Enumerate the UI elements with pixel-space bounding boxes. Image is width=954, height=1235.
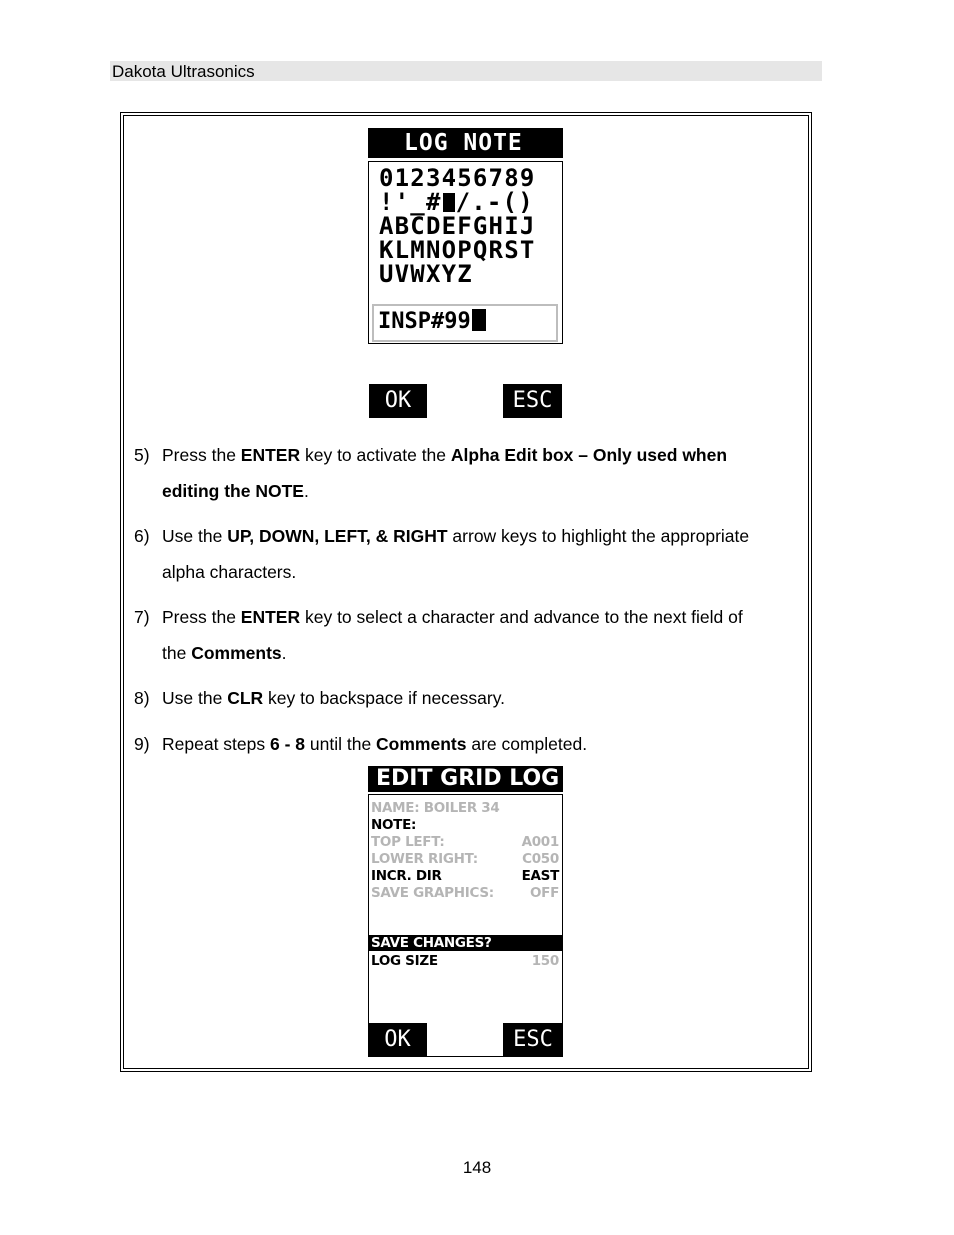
grid-row-label: NAME: BOILER 34 [371, 800, 500, 816]
note-edit-field[interactable] [372, 304, 558, 342]
grid-row-label: TOP LEFT: [371, 834, 445, 850]
edit-grid-screen [368, 794, 563, 1057]
step-text-part: Press the [162, 445, 241, 465]
note-value: INSP#99 [378, 309, 471, 334]
text-cursor [472, 309, 486, 331]
step-8 [134, 680, 814, 716]
step-text-part: Use the [162, 526, 228, 546]
step-emphasis: Comments [376, 734, 467, 754]
header-title: Dakota Ultrasonics [112, 62, 255, 81]
char-row-k-t[interactable]: KLMNOPQRST [379, 236, 536, 264]
step-text [162, 518, 802, 590]
step-text-part: are completed. [466, 734, 588, 754]
grid-row-value: EAST [521, 868, 559, 884]
step-text-part: key to activate the [300, 445, 451, 465]
step-text-part: key to backspace if necessary. [263, 688, 506, 708]
step-text-part: alpha characters. [162, 562, 297, 582]
edit-grid-title-bar [368, 766, 563, 792]
edit-grid-title: EDIT GRID LOG [376, 766, 560, 791]
page-header [110, 61, 822, 81]
step-number: 7) [134, 607, 150, 627]
selected-char-highlight [443, 193, 455, 212]
step-number: 6) [134, 526, 150, 546]
step-text [162, 437, 802, 509]
step-text-part: arrow keys to highlight the appropriate [447, 526, 750, 546]
step-text-part: . [281, 643, 287, 663]
char-row-u-z[interactable]: UVWXYZ [379, 260, 473, 288]
step-text [162, 599, 802, 671]
grid-row-label: LOWER RIGHT: [371, 851, 478, 867]
step-text [162, 726, 802, 762]
grid-row-value: C050 [522, 851, 559, 867]
step-text-part: Repeat steps [162, 734, 270, 754]
char-row-symbols-a: !'_# [379, 188, 442, 216]
step-text [162, 680, 802, 716]
char-row-a-j[interactable]: ABCDEFGHIJ [379, 212, 536, 240]
char-row-symbols[interactable] [379, 190, 534, 214]
log-note-screen [368, 161, 563, 344]
grid-row-label: NOTE: [371, 817, 417, 833]
step-key: ENTER [240, 445, 301, 465]
note-text-wrap [378, 309, 486, 335]
step-text-part: Use the [162, 688, 228, 708]
log-note-title-bar [368, 128, 563, 158]
step-6 [134, 518, 814, 590]
step-text-part: the [162, 643, 192, 663]
step-emphasis: Comments [191, 643, 282, 663]
log-note-esc-button[interactable]: ESC [503, 384, 562, 418]
step-5 [134, 437, 814, 509]
step-number: 9) [134, 734, 150, 754]
char-row-digits[interactable]: 0123456789 [379, 164, 536, 192]
step-key: CLR [227, 688, 264, 708]
step-text-part: until the [305, 734, 377, 754]
step-number: 5) [134, 445, 150, 465]
step-key: ENTER [240, 607, 301, 627]
edit-grid-esc-button[interactable]: ESC [503, 1023, 563, 1057]
grid-row-label: LOG SIZE [371, 953, 438, 969]
save-changes-label: SAVE CHANGES? [371, 935, 492, 951]
step-text-part: . [303, 481, 309, 501]
save-changes-row[interactable] [369, 935, 562, 951]
grid-row-value: 150 [531, 953, 559, 969]
char-row-symbols-b: /.-() [455, 188, 534, 216]
grid-row-value: OFF [529, 885, 559, 901]
grid-row-label: INCR. DIR [371, 868, 442, 884]
step-text-part: key to select a character and advance to the next field of [300, 607, 743, 627]
step-emphasis: editing the NOTE [162, 481, 304, 501]
step-7 [134, 599, 814, 671]
step-number: 8) [134, 688, 150, 708]
step-emphasis: 6 - 8 [269, 734, 306, 754]
step-key: UP, DOWN, LEFT, & RIGHT [227, 526, 448, 546]
grid-row-value: A001 [521, 834, 559, 850]
log-note-title: LOG NOTE [404, 130, 523, 156]
step-9 [134, 726, 814, 762]
edit-grid-ok-button[interactable]: OK [368, 1023, 427, 1057]
page-number: 148 [462, 1158, 492, 1177]
step-text-part: Press the [162, 607, 241, 627]
step-emphasis: Alpha Edit box – Only used when [450, 445, 728, 465]
grid-row-label: SAVE GRAPHICS: [371, 885, 494, 901]
log-note-ok-button[interactable]: OK [369, 384, 427, 418]
